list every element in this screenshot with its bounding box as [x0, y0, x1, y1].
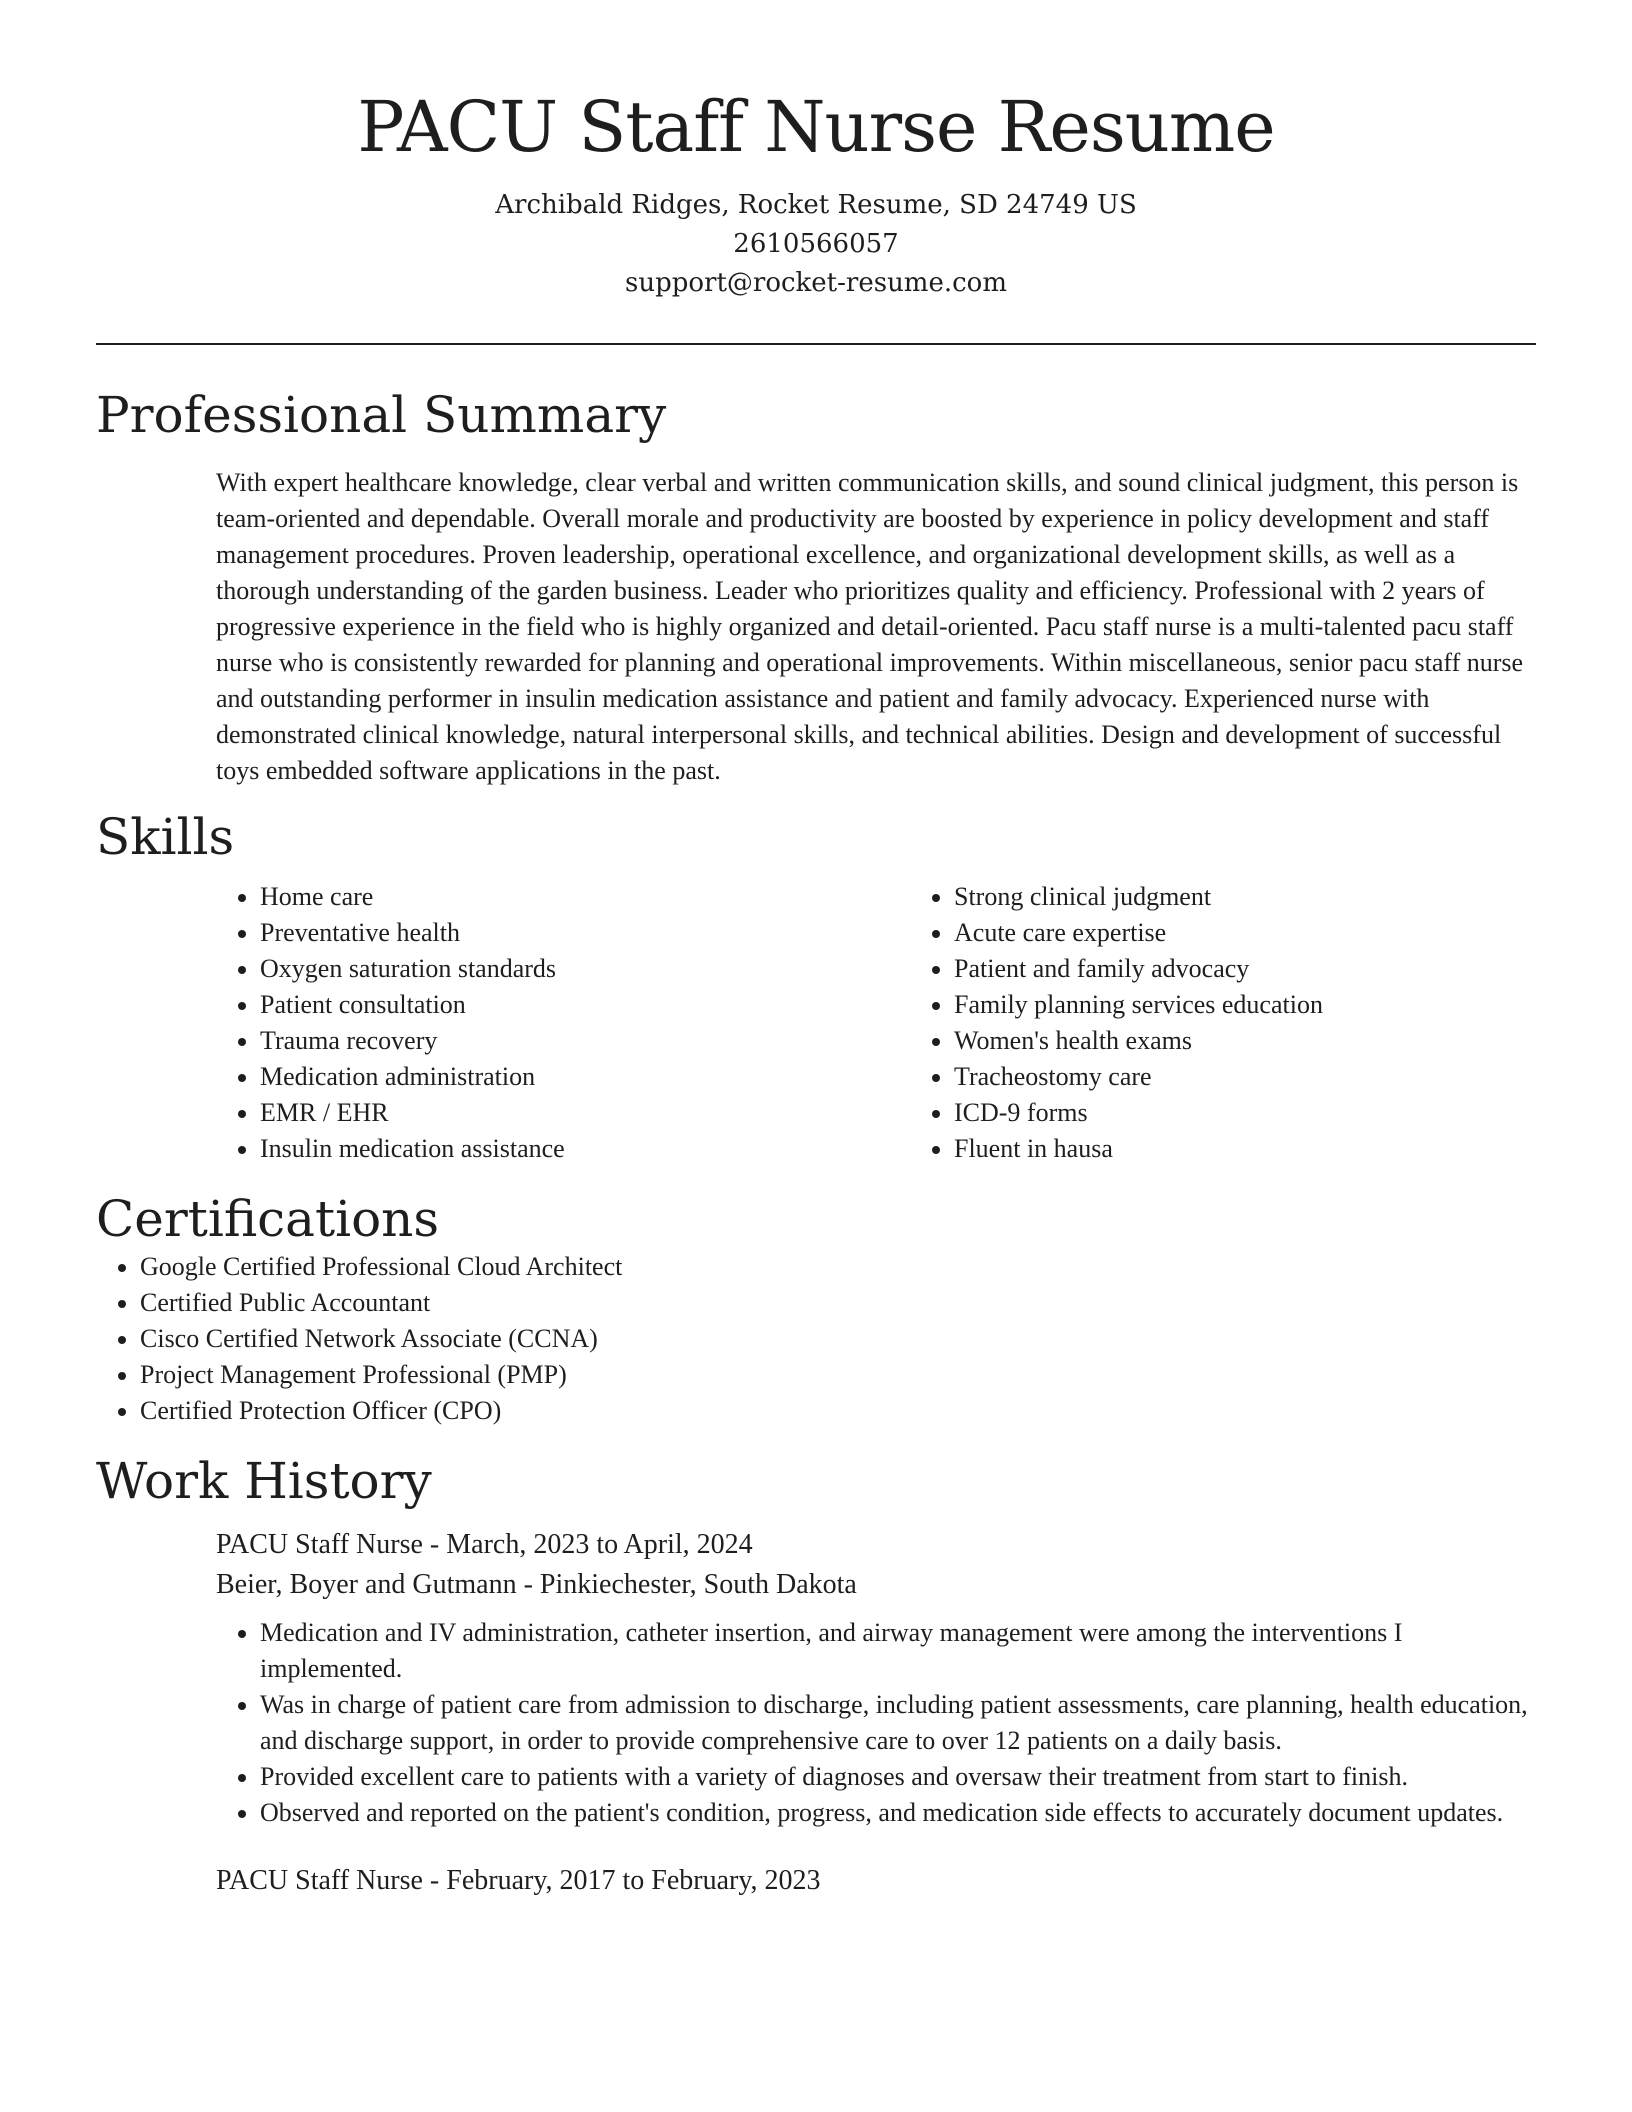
certification-item: • Cisco Certified Network Associate (CCNA): [140, 1321, 1536, 1357]
work-history-heading: Work History: [96, 1452, 432, 1510]
certification-item: • Certified Public Accountant: [140, 1285, 1536, 1321]
skill-item: • Strong clinical judgment: [954, 879, 1604, 915]
contact-email: support@rocket-resume.com: [624, 268, 1007, 298]
job-role: PACU Staff Nurse: [216, 1865, 423, 1896]
certifications-list: [96, 1249, 1536, 1429]
job-company-line: [216, 1565, 1536, 1605]
skills-list-left: [216, 879, 910, 1167]
summary-section: [96, 385, 1536, 789]
job-location: - Pinkiechester, South Dakota: [516, 1569, 857, 1600]
contact-address: Archibald Ridges, Rocket Resume, SD 24749 US: [495, 190, 1137, 220]
certification-item: • Project Management Professional (PMP): [140, 1357, 1536, 1393]
skill-item: • Family planning services education: [954, 987, 1604, 1023]
header-divider: [96, 343, 1536, 345]
skill-item: • Home care: [260, 879, 910, 915]
skill-item: • Fluent in hausa: [954, 1131, 1604, 1167]
contact-block: [0, 186, 1632, 303]
skill-item: • EMR / EHR: [260, 1095, 910, 1131]
job-entry: [216, 1861, 1536, 1901]
job-bullet: • Provided excellent care to patients with a variety of diagnoses and oversaw their treatment from start to finish.: [260, 1759, 1536, 1795]
summary-text: With expert healthcare knowledge, clear verbal and written communication skills, and sound clinical judgment, this person is team-oriented and dependable. Overall morale and productivity are boosted by experience in policy development and staff management procedures. Proven leadership, operational excellence, and organizational development skills, as well as a thorough understanding of the garden business. Leader who prioritizes quality and efficiency. Professional with 2 years of progressive experience in the field who is highly organized and detail-oriented. Pacu staff nurse is a multi-talented pacu staff nurse who is consistently rewarded for planning and operational improvements. Within miscellaneous, senior pacu staff nurse and outstanding performer in insulin medication assistance and patient and family advocacy. Experienced nurse with demonstrated clinical knowledge, natural interpersonal skills, and technical abilities. Design and development of successful toys embedded software applications in the past.: [216, 468, 1524, 785]
resume-header: [0, 0, 1632, 303]
skill-item: • Acute care expertise: [954, 915, 1604, 951]
skill-item: • Trauma recovery: [260, 1023, 910, 1059]
certifications-heading: Certifications: [96, 1190, 440, 1248]
skill-item: • ICD-9 forms: [954, 1095, 1604, 1131]
job-bullets: [216, 1615, 1536, 1831]
skills-list-right: [910, 879, 1604, 1167]
skill-item: • Patient and family advocacy: [954, 951, 1604, 987]
job-role: PACU Staff Nurse: [216, 1529, 423, 1560]
job-dates: - March, 2023 to April, 2024: [422, 1529, 753, 1560]
certifications-section: [96, 1189, 1536, 1429]
summary-heading: Professional Summary: [96, 386, 667, 444]
skill-item: • Oxygen saturation standards: [260, 951, 910, 987]
job-dates: - February, 2017 to February, 2023: [422, 1865, 821, 1896]
contact-phone: 2610566057: [733, 229, 899, 259]
certification-item: • Certified Protection Officer (CPO): [140, 1393, 1536, 1429]
skill-item: • Tracheostomy care: [954, 1059, 1604, 1095]
skills-heading: Skills: [96, 808, 235, 866]
job-bullet: • Medication and IV administration, catheter insertion, and airway management were among the interventions I implemented.: [260, 1615, 1536, 1687]
job-entry: [216, 1525, 1536, 1831]
resume-title: PACU Staff Nurse Resume: [357, 86, 1275, 168]
work-history-section: [96, 1451, 1536, 1901]
skill-item: • Women's health exams: [954, 1023, 1604, 1059]
job-company: Beier, Boyer and Gutmann: [216, 1569, 517, 1600]
skills-section: [96, 807, 1536, 1167]
skill-item: • Medication administration: [260, 1059, 910, 1095]
skills-columns: [216, 879, 1536, 1167]
job-bullet: • Observed and reported on the patient's condition, progress, and medication side effects to accurately document updates.: [260, 1795, 1536, 1831]
job-bullet: • Was in charge of patient care from admission to discharge, including patient assessments, care planning, health education, and discharge support, in order to provide comprehensive care to over 12 patients on a daily basis.: [260, 1687, 1536, 1759]
skill-item: • Insulin medication assistance: [260, 1131, 910, 1167]
skill-item: • Patient consultation: [260, 987, 910, 1023]
job-title-line: [216, 1525, 1536, 1565]
certification-item: • Google Certified Professional Cloud Architect: [140, 1249, 1536, 1285]
job-title-line: [216, 1861, 1536, 1901]
skill-item: • Preventative health: [260, 915, 910, 951]
